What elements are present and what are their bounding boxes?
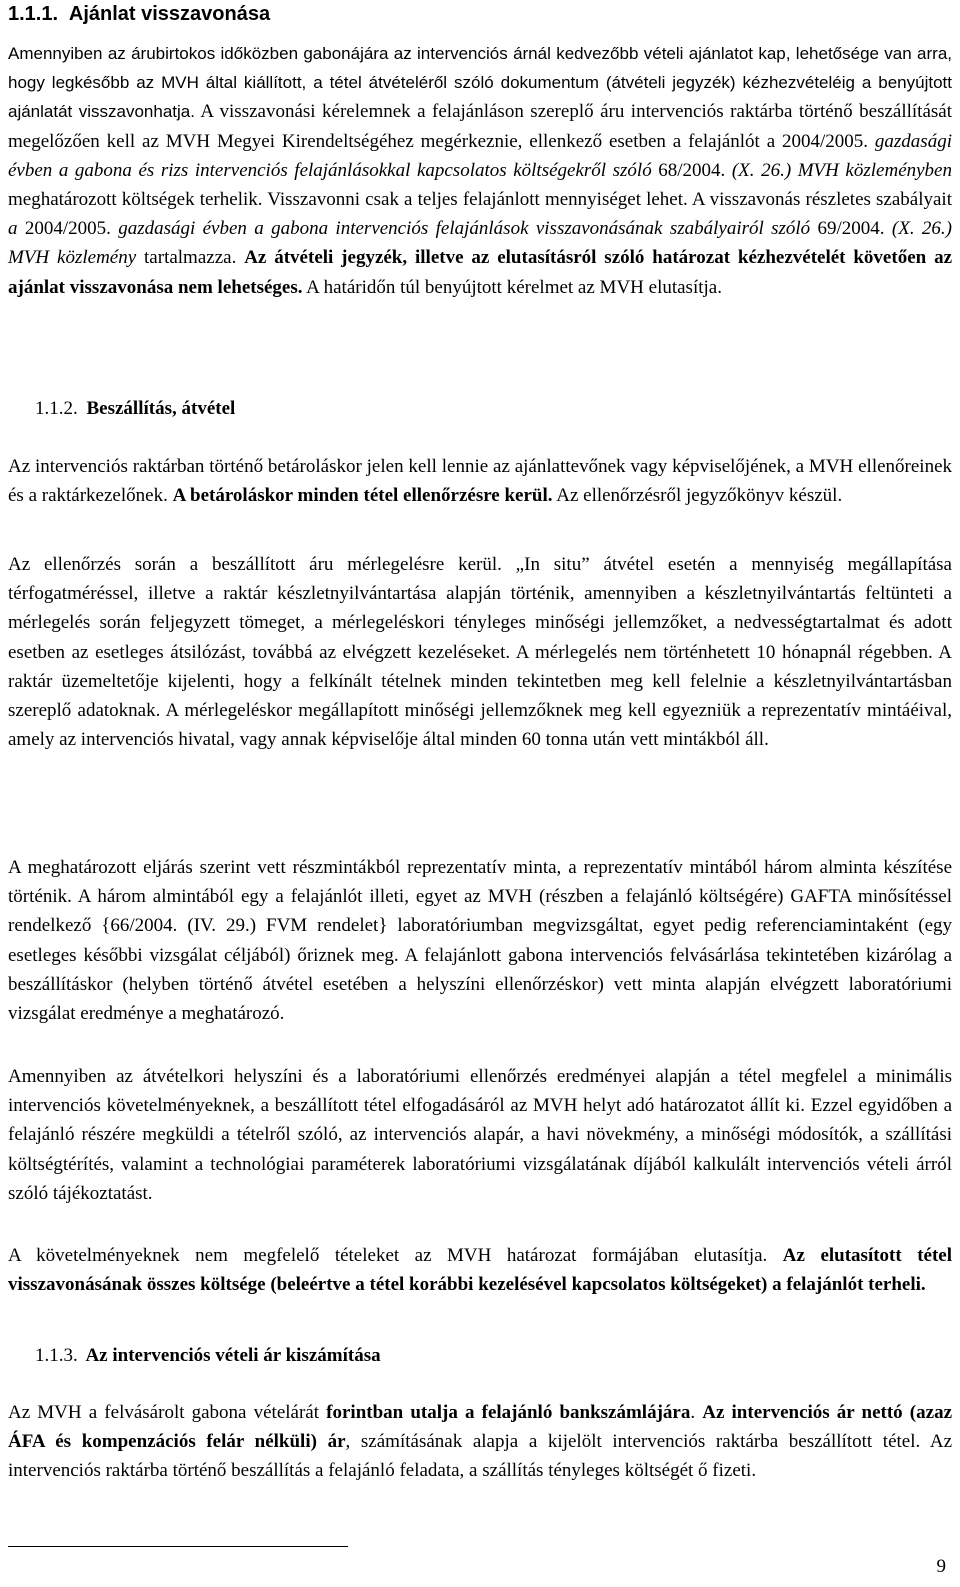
paragraph-text: tartalmazza. bbox=[136, 247, 245, 269]
decree-reference: (X. 26.) MVH közlemény bbox=[8, 218, 952, 269]
paragraph-text: Az ellenőrzésről jegyzőkönyv készül. bbox=[552, 485, 843, 507]
emphasis-text: Az intervenciós ár nettó (azaz ÁFA és kompenzációs felár nélküli) ár bbox=[8, 1402, 953, 1453]
paragraph-text: A határidőn túl benyújtott kérelmet az MVH elutasítja. bbox=[302, 276, 722, 298]
footer-divider bbox=[8, 1546, 348, 1547]
section-title: Ajánlat visszavonása bbox=[68, 3, 271, 25]
paragraph-text: 68/2004. bbox=[658, 159, 726, 181]
paragraph-text: Amennyiben az árubirtokos időközben gabonájára az intervenciós árnál kedvezőbb vételi ajánlatot kap, lehetősége van arra, hogy legkésőbb az MVH által kiállított, a tétel átvételéről szóló dokumentum (átvételi jegyzék) kézhezvételéig a benyújtott ajánlatát visszavonhatja. bbox=[8, 44, 952, 122]
page-number: 9 bbox=[936, 1556, 946, 1577]
paragraph-text: Az MVH a felvásárolt gabona vételárát bbox=[8, 1402, 327, 1423]
section-heading-1-1-2 bbox=[35, 394, 235, 423]
paragraph-text: Az intervenciós raktárban történő betároláskor jelen kell lennie az ajánlattevőnek vagy képviselőjének, a MVH ellenőreinek és a raktárkezelőnek. bbox=[8, 456, 952, 507]
section-heading-1-1-3 bbox=[35, 1341, 381, 1370]
paragraph-text: A visszavonási kérelemnek a felajánláson szereplő áru intervenciós raktárba történő beszállítását megelőzően kell az MVH Megyei Kirendeltségéhez megérkeznie, ellenkező esetben a felajánlót a bbox=[8, 101, 952, 152]
paragraph-text: , számításának alapja a kijelölt intervenciós raktárba beszállított tétel. Az intervenciós raktárba történő beszállítás a felajánló feladata, a szállítás tényleges költségét ő fizeti. bbox=[8, 1431, 953, 1482]
paragraph-text: meghatározott költségek terhelik. Visszavonni csak a teljes felajánlott mennyiséget lehet. A visszavonás részletes szabályait bbox=[8, 189, 952, 211]
paragraph-price bbox=[8, 1398, 952, 1486]
emphasis-text: forintban utalja a felajánló bankszámlájára bbox=[326, 1402, 691, 1423]
section-number: 1.1.3. bbox=[35, 1345, 78, 1366]
paragraph-text: 69/2004. bbox=[817, 218, 885, 240]
decree-reference: gazdasági évben a gabona intervenciós felajánlások visszavonásának szabályairól szóló bbox=[110, 218, 818, 240]
paragraph-text: 2004/2005. bbox=[782, 130, 869, 152]
decree-reference: gazdasági évben a gabona és rizs intervenciós felajánlásokkal kapcsolatos költségekről szóló bbox=[8, 130, 952, 181]
paragraph-sampling bbox=[8, 853, 952, 1028]
emphasis-text: Az átvételi jegyzék, illetve az elutasításról szóló határozat kézhezvételét követően az ajánlat visszavonása nem lehetséges. bbox=[8, 247, 953, 298]
section-number: 1.1.1. bbox=[8, 3, 59, 25]
paragraph-acceptance bbox=[8, 1062, 952, 1208]
emphasis-text: Az elutasított tétel visszavonásának összes költsége (beleértve a tétel korábbi kezelésével kapcsolatos költségeket) a felajánlót terheli. bbox=[8, 1245, 952, 1296]
paragraph-inspection bbox=[8, 550, 952, 754]
section-number: 1.1.2. bbox=[35, 398, 78, 419]
paragraph-text: . bbox=[690, 1402, 703, 1423]
decree-reference: a bbox=[8, 218, 25, 240]
section-heading-1-1-1 bbox=[8, 0, 270, 29]
paragraph-text: 2004/2005. bbox=[24, 218, 111, 240]
section-title: Az intervenciós vételi ár kiszámítása bbox=[85, 1345, 381, 1366]
paragraph-withdrawal bbox=[8, 39, 952, 302]
paragraph-text: Az ellenőrzés során a beszállított áru mérlegelésre kerül. „In situ” átvétel esetén a mennyiség megállapítása térfogatméréssel, illetve a raktár készletnyilvántartása alapján történik, amennyiben a készletnyilvántartás feltünteti a mérlegelés során feljegyzett tömeget, a mérlegeléskori tényleges minőségi jellemzőket, a nedvességtartalmat és adott esetben az esetleges átsilózást, továbbá az elvégzett kezeléseket. A mérlegelés nem történhetett 10 hónapnál régebben. A raktár üzemeltetője kijelenti, hogy a felkínált tételnek minden tekintetben meg kell felelnie a készletnyilvántartásban szereplő adatoknak. A mérlegeléskor megállapított minőségi jellemzőknek meg kell egyezniük a reprezentatív mintáéival, amely az intervenciós hivatal, vagy annak képviselője által minden 60 tonna után vett mintákból áll. bbox=[8, 554, 952, 751]
emphasis-text: A betároláskor minden tétel ellenőrzésre kerül. bbox=[172, 485, 553, 507]
paragraph-text: A meghatározott eljárás szerint vett részmintákból reprezentatív minta, a reprezentatív mintából három alminta készítése történik. A három almintából egy a felajánlót illeti, egyet az MVH (részben a felajánló költségére) GAFTA minősítéssel rendelkező {66/2004. (IV. 29.) FVM rendelet} laboratóriumban megvizsgáltat, egyet pedig referenciamintaként (egy esetleges későbbi vizsgálat céljából) őriznek meg. A felajánlott gabona intervenciós felvásárlása tekintetében kizárólag a beszállításkor (helyben történő átvétel esetében a helyszíni ellenőrzéskor) vett minta alapján elvégzett laboratóriumi vizsgálat eredménye a meghatározó. bbox=[8, 857, 952, 1025]
paragraph-text: Amennyiben az átvételkori helyszíni és a laboratóriumi ellenőrzés eredményei alapján a tétel megfelel a minimális intervenciós követelményeknek, a beszállított tétel elfogadásáról az MVH helyt adó határozatot állít ki. Ezzel egyidőben a felajánló részére megküldi a tételről szóló, az intervenciós alapár, a havi növekmény, a minőségi módosítók, a szállítási költségtérítés, valamint a technológiai paraméterek laboratóriumi vizsgálatának díjából kalkulált intervenciós vételi árról szóló tájékoztatást. bbox=[8, 1066, 952, 1204]
decree-reference: (X. 26.) MVH közleményben bbox=[725, 159, 952, 181]
paragraph-text: A követelményeknek nem megfelelő tételeket az MVH határozat formájában elutasítja. bbox=[8, 1245, 783, 1266]
paragraph-rejection bbox=[8, 1241, 952, 1299]
section-title: Beszállítás, átvétel bbox=[86, 398, 236, 419]
paragraph-storage bbox=[8, 452, 952, 510]
